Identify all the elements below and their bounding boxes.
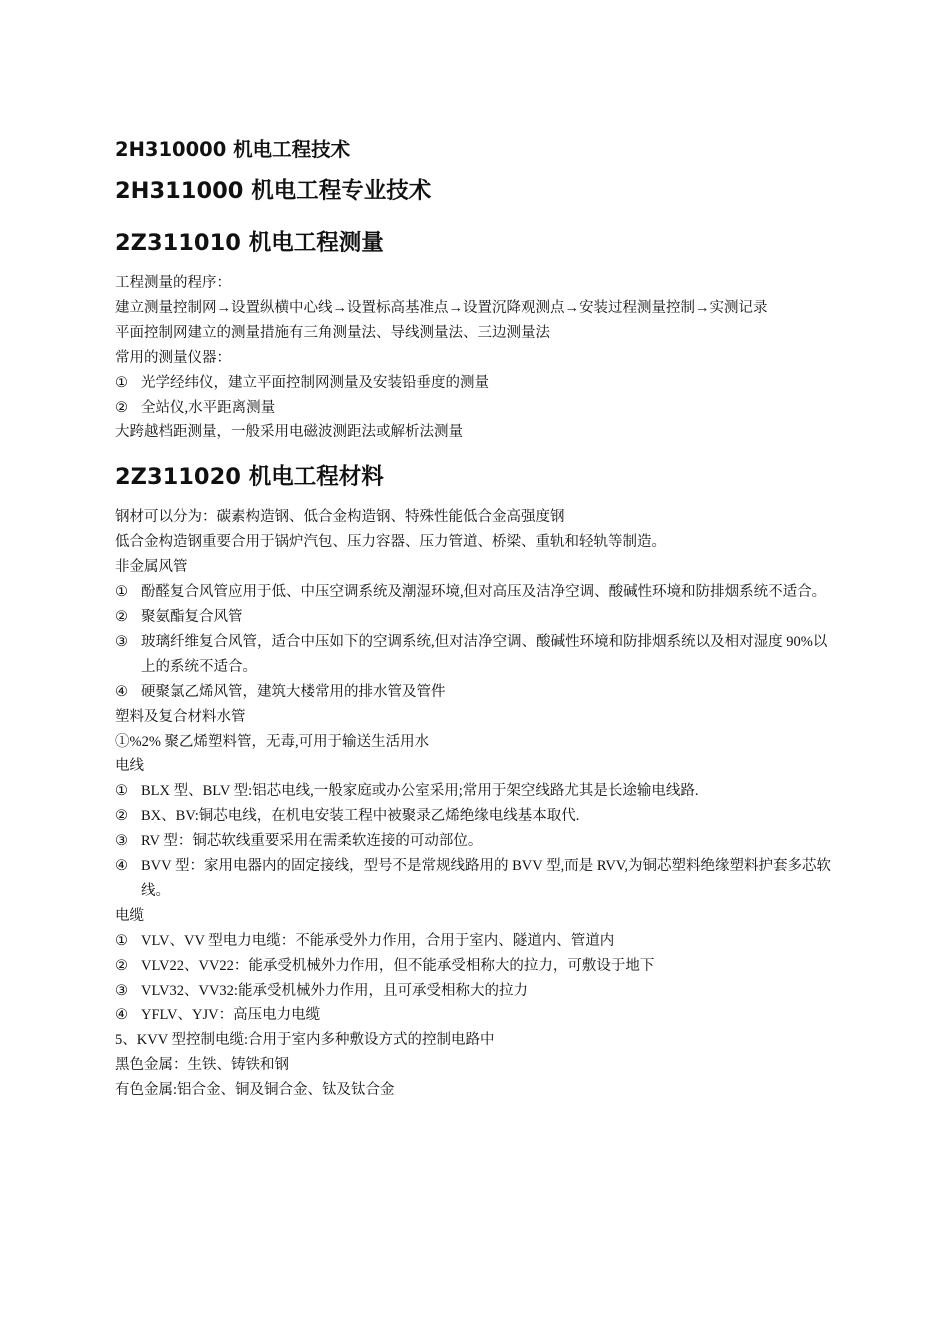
section-heading: 2Z311010 机电工程测量 bbox=[115, 230, 384, 256]
item-number: ④ bbox=[115, 858, 128, 875]
numbered-item bbox=[115, 929, 840, 954]
item-number: ① bbox=[115, 374, 128, 391]
paragraph-line: 大跨越档距测量，一般采用电磁波测距法或解析法测量 bbox=[115, 424, 463, 441]
numbered-item bbox=[115, 979, 840, 1004]
item-number: ④ bbox=[115, 683, 128, 700]
paragraph-line: 有色金属:铝合金、铜及铜合金、钛及钛合金 bbox=[115, 1082, 395, 1099]
item-text: 聚氨酯复合风管 bbox=[141, 608, 243, 625]
numbered-item bbox=[115, 396, 840, 421]
item-number: ① bbox=[115, 584, 128, 601]
numbered-item bbox=[115, 580, 840, 605]
paragraph-line: 黑色金属：生铁、铸铁和钢 bbox=[115, 1057, 289, 1074]
numbered-item bbox=[115, 630, 840, 680]
paragraph-line: 5、KVV 型控制电缆:合用于室内多种敷设方式的控制电路中 bbox=[115, 1032, 495, 1049]
item-text: VLV、VV 型电力电缆：不能承受外力作用，合用于室内、隧道内、管道内 bbox=[141, 932, 615, 949]
paragraph-line: 非金属风管 bbox=[115, 559, 188, 576]
item-text: VLV22、VV22：能承受机械外力作用，但不能承受相称大的拉力，可敷设于地下 bbox=[141, 957, 655, 974]
sub-heading: 2H311000 机电工程专业技术 bbox=[115, 178, 432, 204]
paragraph-line: 建立测量控制网→设置纵横中心线→设置标高基准点→设置沉降观测点→安装过程测量控制→实测记录 bbox=[115, 299, 768, 316]
item-text: 全站仪,水平距离测量 bbox=[141, 399, 276, 416]
numbered-item bbox=[115, 605, 840, 630]
paragraph-line: 塑料及复合材料水管 bbox=[115, 708, 246, 725]
item-number: ② bbox=[115, 608, 128, 625]
numbered-item bbox=[115, 804, 840, 829]
paragraph-line: 常用的测量仪器： bbox=[115, 349, 231, 366]
numbered-item bbox=[115, 779, 840, 804]
item-number: ② bbox=[115, 399, 128, 416]
item-text: 玻璃纤维复合风管，适合中压如下的空调系统,但对洁净空调、酸碱性环境和防排烟系统以及相对湿度 90%以上的系统不适合。 bbox=[141, 633, 828, 675]
paragraph-line: ①%2% 聚乙烯塑料管，无毒,可用于输送生活用水 bbox=[115, 733, 430, 750]
document-body bbox=[115, 133, 840, 1103]
numbered-item bbox=[115, 371, 840, 396]
numbered-item bbox=[115, 829, 840, 854]
item-number: ② bbox=[115, 808, 128, 825]
numbered-item bbox=[115, 680, 840, 705]
item-number: ① bbox=[115, 932, 128, 949]
item-text: 光学经纬仪，建立平面控制网测量及安装铅垂度的测量 bbox=[141, 374, 489, 391]
item-text: 硬聚氯乙烯风管，建筑大楼常用的排水管及管件 bbox=[141, 683, 446, 700]
main-heading: 2H310000 机电工程技术 bbox=[115, 138, 351, 161]
paragraph-line: 平面控制网建立的测量措施有三角测量法、导线测量法、三边测量法 bbox=[115, 324, 550, 341]
item-text: YFLV、YJV：高压电力电缆 bbox=[141, 1007, 321, 1024]
item-number: ① bbox=[115, 783, 128, 800]
item-number: ④ bbox=[115, 1007, 128, 1024]
item-text: BX、BV:铜芯电线，在机电安装工程中被聚录乙烯绝缘电线基本取代. bbox=[141, 808, 580, 825]
item-number: ③ bbox=[115, 633, 128, 650]
item-text: RV 型：铜芯软线重要采用在需柔软连接的可动部位。 bbox=[141, 833, 483, 850]
item-text: 酚醛复合风管应用于低、中压空调系统及潮湿环境,但对高压及洁净空调、酸碱性环境和防排烟系统不适合。 bbox=[141, 584, 827, 601]
paragraph-line: 钢材可以分为：碳素构造钢、低合金构造钢、特殊性能低合金高强度钢 bbox=[115, 509, 565, 526]
numbered-item bbox=[115, 1003, 840, 1028]
paragraph-line: 电缆 bbox=[115, 907, 144, 924]
item-text: VLV32、VV32:能承受机械外力作用，且可承受相称大的拉力 bbox=[141, 982, 528, 999]
item-number: ③ bbox=[115, 982, 128, 999]
item-number: ② bbox=[115, 957, 128, 974]
numbered-item bbox=[115, 954, 840, 979]
item-text: BVV 型：家用电器内的固定接线，型号不是常规线路用的 BVV 型,而是 RVV,为铜芯塑料绝缘塑料护套多芯软线。 bbox=[141, 858, 832, 899]
item-number: ③ bbox=[115, 833, 128, 850]
section-heading: 2Z311020 机电工程材料 bbox=[115, 464, 384, 491]
paragraph-line: 工程测量的程序： bbox=[115, 275, 231, 291]
item-text: BLX 型、BLV 型:铝芯电线,一般家庭或办公室采用;常用于架空线路尤其是长途输电线路. bbox=[141, 783, 699, 800]
paragraph-line: 电线 bbox=[115, 758, 144, 775]
numbered-item bbox=[115, 854, 840, 904]
paragraph-line: 低合金构造钢重要合用于锅炉汽包、压力容器、压力管道、桥梁、重轨和轻轨等制造。 bbox=[115, 534, 666, 551]
